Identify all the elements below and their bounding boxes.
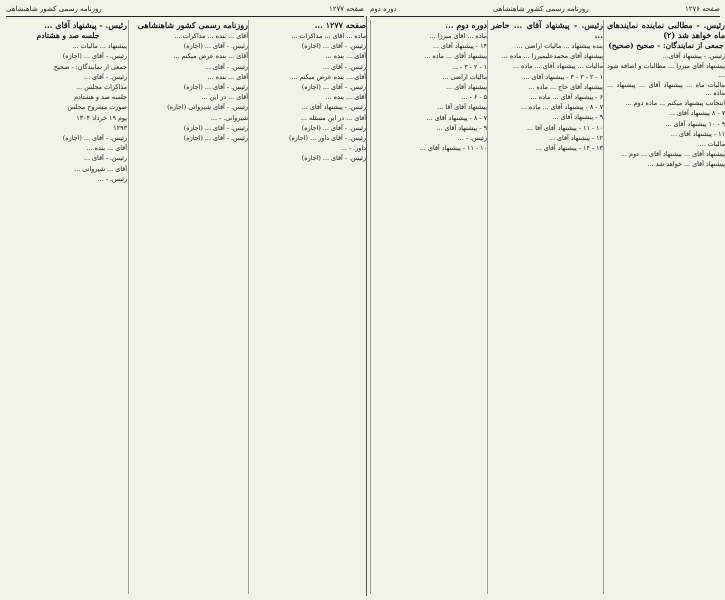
column-paragraph: رئیس. - آقای ... [83,154,127,163]
column-paragraph: مالیات ... پیشنهاد آقای ... ماده ... [512,62,603,71]
column-paragraph: پیشنهاد آقای میرزا ... مطالبات و اضافه شود ... [607,62,725,79]
column-paragraph: رئیس. - آقای ... (اجازه) [301,42,366,51]
column-paragraph: رئیس. - آقای داور ... (اجازه) [288,134,366,143]
column-paragraph: پیشنهاد آقای محمدعلیمیرزا ... ماده ... [501,52,603,61]
column-paragraph: آقای ... بنده ... [86,144,127,153]
column-paragraph: ۶ - پیشنهاد آقای ... ماده ... [530,93,603,102]
column-heading: روزنامه رسمی کشور شاهنشاهی [137,20,248,30]
column-paragraph: رئیس. - پیشنهاد آقای ... [301,103,366,112]
page-header-right [370,2,720,17]
column-paragraph: رئیس. - آقای شیروانی (اجازه) [167,103,248,112]
text-column-3 [370,20,487,594]
text-column-2 [487,20,603,594]
column-paragraph: ۹ - پیشنهاد آقای ... [552,113,603,122]
column-paragraph: مالیات ... [699,140,725,149]
column-paragraph: ۱۳ - ۱۴ - پیشنهاد آقای ... [535,144,603,153]
column-paragraph: رئیس. - آقای ... (اجازه) [183,134,248,143]
column-paragraph: شیروانی. - ... [210,113,248,122]
column-paragraph: آقای ... در این مسئله ... [300,113,366,122]
column-paragraph: رئیس. - آقای ... (اجازه) [301,123,366,132]
text-column-5 [128,20,248,594]
column-paragraph: پیشنهاد ... مالیات ... [72,42,127,51]
column-paragraph: مذاکرات مجلس ... [76,83,127,92]
column-paragraph: صورت مشروح مجلس [67,103,127,112]
column-heading: صفحه ۱۲۷۷ ... [314,20,366,30]
column-paragraph: ۱۰ - ۱۱ - پیشنهاد آقای آقا ... [526,123,603,132]
column-paragraph: پیشنهاد آقای آقا ... [437,103,487,112]
column-heading: دوره دوم ... [445,20,487,30]
column-paragraph: ماده ... اقای ... مذاکرات ... [291,32,366,40]
column-paragraph: بنده پیشنهاد ... مالیات اراضی ... [516,42,603,50]
column-paragraph: رئیس. - آقای ... [322,62,366,71]
column-paragraph: مالیات ماه ... پیشنهاد آقای ... پیشنهاد ... ماده ... [607,80,725,98]
column-paragraph: آقای ... بنده ... مذاکرات ... [174,32,248,40]
column-paragraph: ۱ - ۲ - ۳ - ... [451,62,487,71]
column-paragraph: رئیس. - ... [97,174,127,183]
text-column-6 [6,20,127,594]
column-paragraph: داور. - ... [340,144,366,153]
page-gutter [366,16,367,596]
column-paragraph: ۱۲۹۳ [113,123,127,132]
column-heading: رئیس. - مطالبی نماینده نمایندهای ماه خواهد شد (۲) [607,20,725,40]
column-paragraph: جمعی از نمایندگان: - صحیح [53,62,127,71]
column-paragraph: پیشنهاد آقای ... [445,83,487,92]
column-paragraph: ۱۴ - پیشنهاد آقای ... [432,42,487,51]
column-paragraph: رئیس. - آقای ... (اجازه) [183,123,248,132]
column-paragraph: رئیس. - آقای ... (اجازه) [62,134,127,143]
column-paragraph: ۷ - ۸ - پیشنهاد آقای ... [426,113,487,122]
column-heading: رئیس. - پیشنهاد آقای ... [44,20,127,30]
column-paragraph: رئیس. - آقای ... (اجازه) [62,52,127,61]
column-subheading: جمعی از نمایندگان: - صحیح (صحیح) [608,41,724,50]
column-paragraph: رئیس. - آقای ... (اجازه) [183,42,248,51]
column-paragraph: اینجانب پیشنهاد میکنم ... ماده دوم ... [625,99,725,108]
column-paragraph: آقای ... بنده عرض میکنم ... [291,72,366,81]
column-paragraph: ۱ - ۲ - ۳ - ۴ - پیشنهاد آقای ... [523,72,603,81]
column-paragraph: آقای ... شیروانی ... [74,164,127,173]
column-paragraph: ماده ... اقای میرزا ... [429,32,487,40]
text-column-1 [603,20,725,594]
column-paragraph: آقای ... بنده ... [325,93,366,102]
text-column-4 [248,20,366,594]
column-paragraph: پیشنهاد آقای ... پیشنهاد آقای ... دوم ... [620,150,725,159]
header-page-label-left: صفحه ۱۲۷۷ [328,5,364,13]
column-paragraph: جلسه صد و هشتادم [74,93,127,102]
column-subheading: جلسه صد و هشتادم [36,31,100,40]
column-paragraph: رئیس. - آقای ... [83,72,127,81]
header-issue: دوره دوم [370,5,397,13]
page-header-left [6,2,364,17]
column-heading: رئیس. - پیشنهاد آقای ... حاضر ... [491,20,603,40]
column-paragraph: ۹ - ۱۰ پیشنهاد آقای ... [665,119,725,128]
column-paragraph: پیشنهاد آقای ... خواهد شد ... [647,160,725,169]
column-paragraph: ۱۲ - پیشنهاد آقای ... [548,133,603,142]
column-paragraph: پیشنهاد آقای حاج ... ماده ... [528,82,603,91]
column-paragraph: آقای ... بنده عرض میکنم ... [173,52,248,61]
column-paragraph: ۱۱ - پیشنهاد آقای ... [670,129,725,138]
header-title: روزنامه رسمی کشور شاهنشاهی [492,5,589,13]
column-paragraph: رئیس. - آقای ... [204,62,248,71]
column-paragraph: ۱۰ - ۱۱ - پیشنهاد آقای ... [419,144,487,153]
column-paragraph: رئیس. - آقای ... (اجازه) [301,83,366,92]
column-paragraph: آقای ... بنده ... [325,52,366,61]
column-paragraph: آقای ... در این ... [201,93,248,102]
column-paragraph: رئیس. - پیشنهاد آقای... [662,52,725,61]
column-paragraph: رئیس. - ... [457,134,487,143]
column-paragraph: یوم ۱۹ خرداد ۱۳۰۴ [76,113,127,122]
column-paragraph: ۷ - ۸ پیشنهاد آقای ... [668,109,725,118]
column-paragraph: مالیات اراضی ... [442,72,487,81]
column-paragraph: رئیس. - آقای ... (اجازه) [183,83,248,92]
header-page-label: صفحه ۱۲۷۶ [684,5,720,13]
column-paragraph: آقای ... بنده ... [207,72,248,81]
column-paragraph: رئیس. - آقای ... (اجازه) [301,154,366,163]
header-title-left: روزنامه رسمی کشور شاهنشاهی [6,5,102,13]
column-paragraph: ۹ - پیشنهاد آقای ... [436,123,487,132]
column-paragraph: ۵ - ۶ - ... [461,93,487,102]
column-paragraph: ۷ - ۸ - پیشنهاد آقای ... ماده ... [520,103,603,112]
column-paragraph: پیشنهاد آقای ... ماده ... [424,52,487,61]
